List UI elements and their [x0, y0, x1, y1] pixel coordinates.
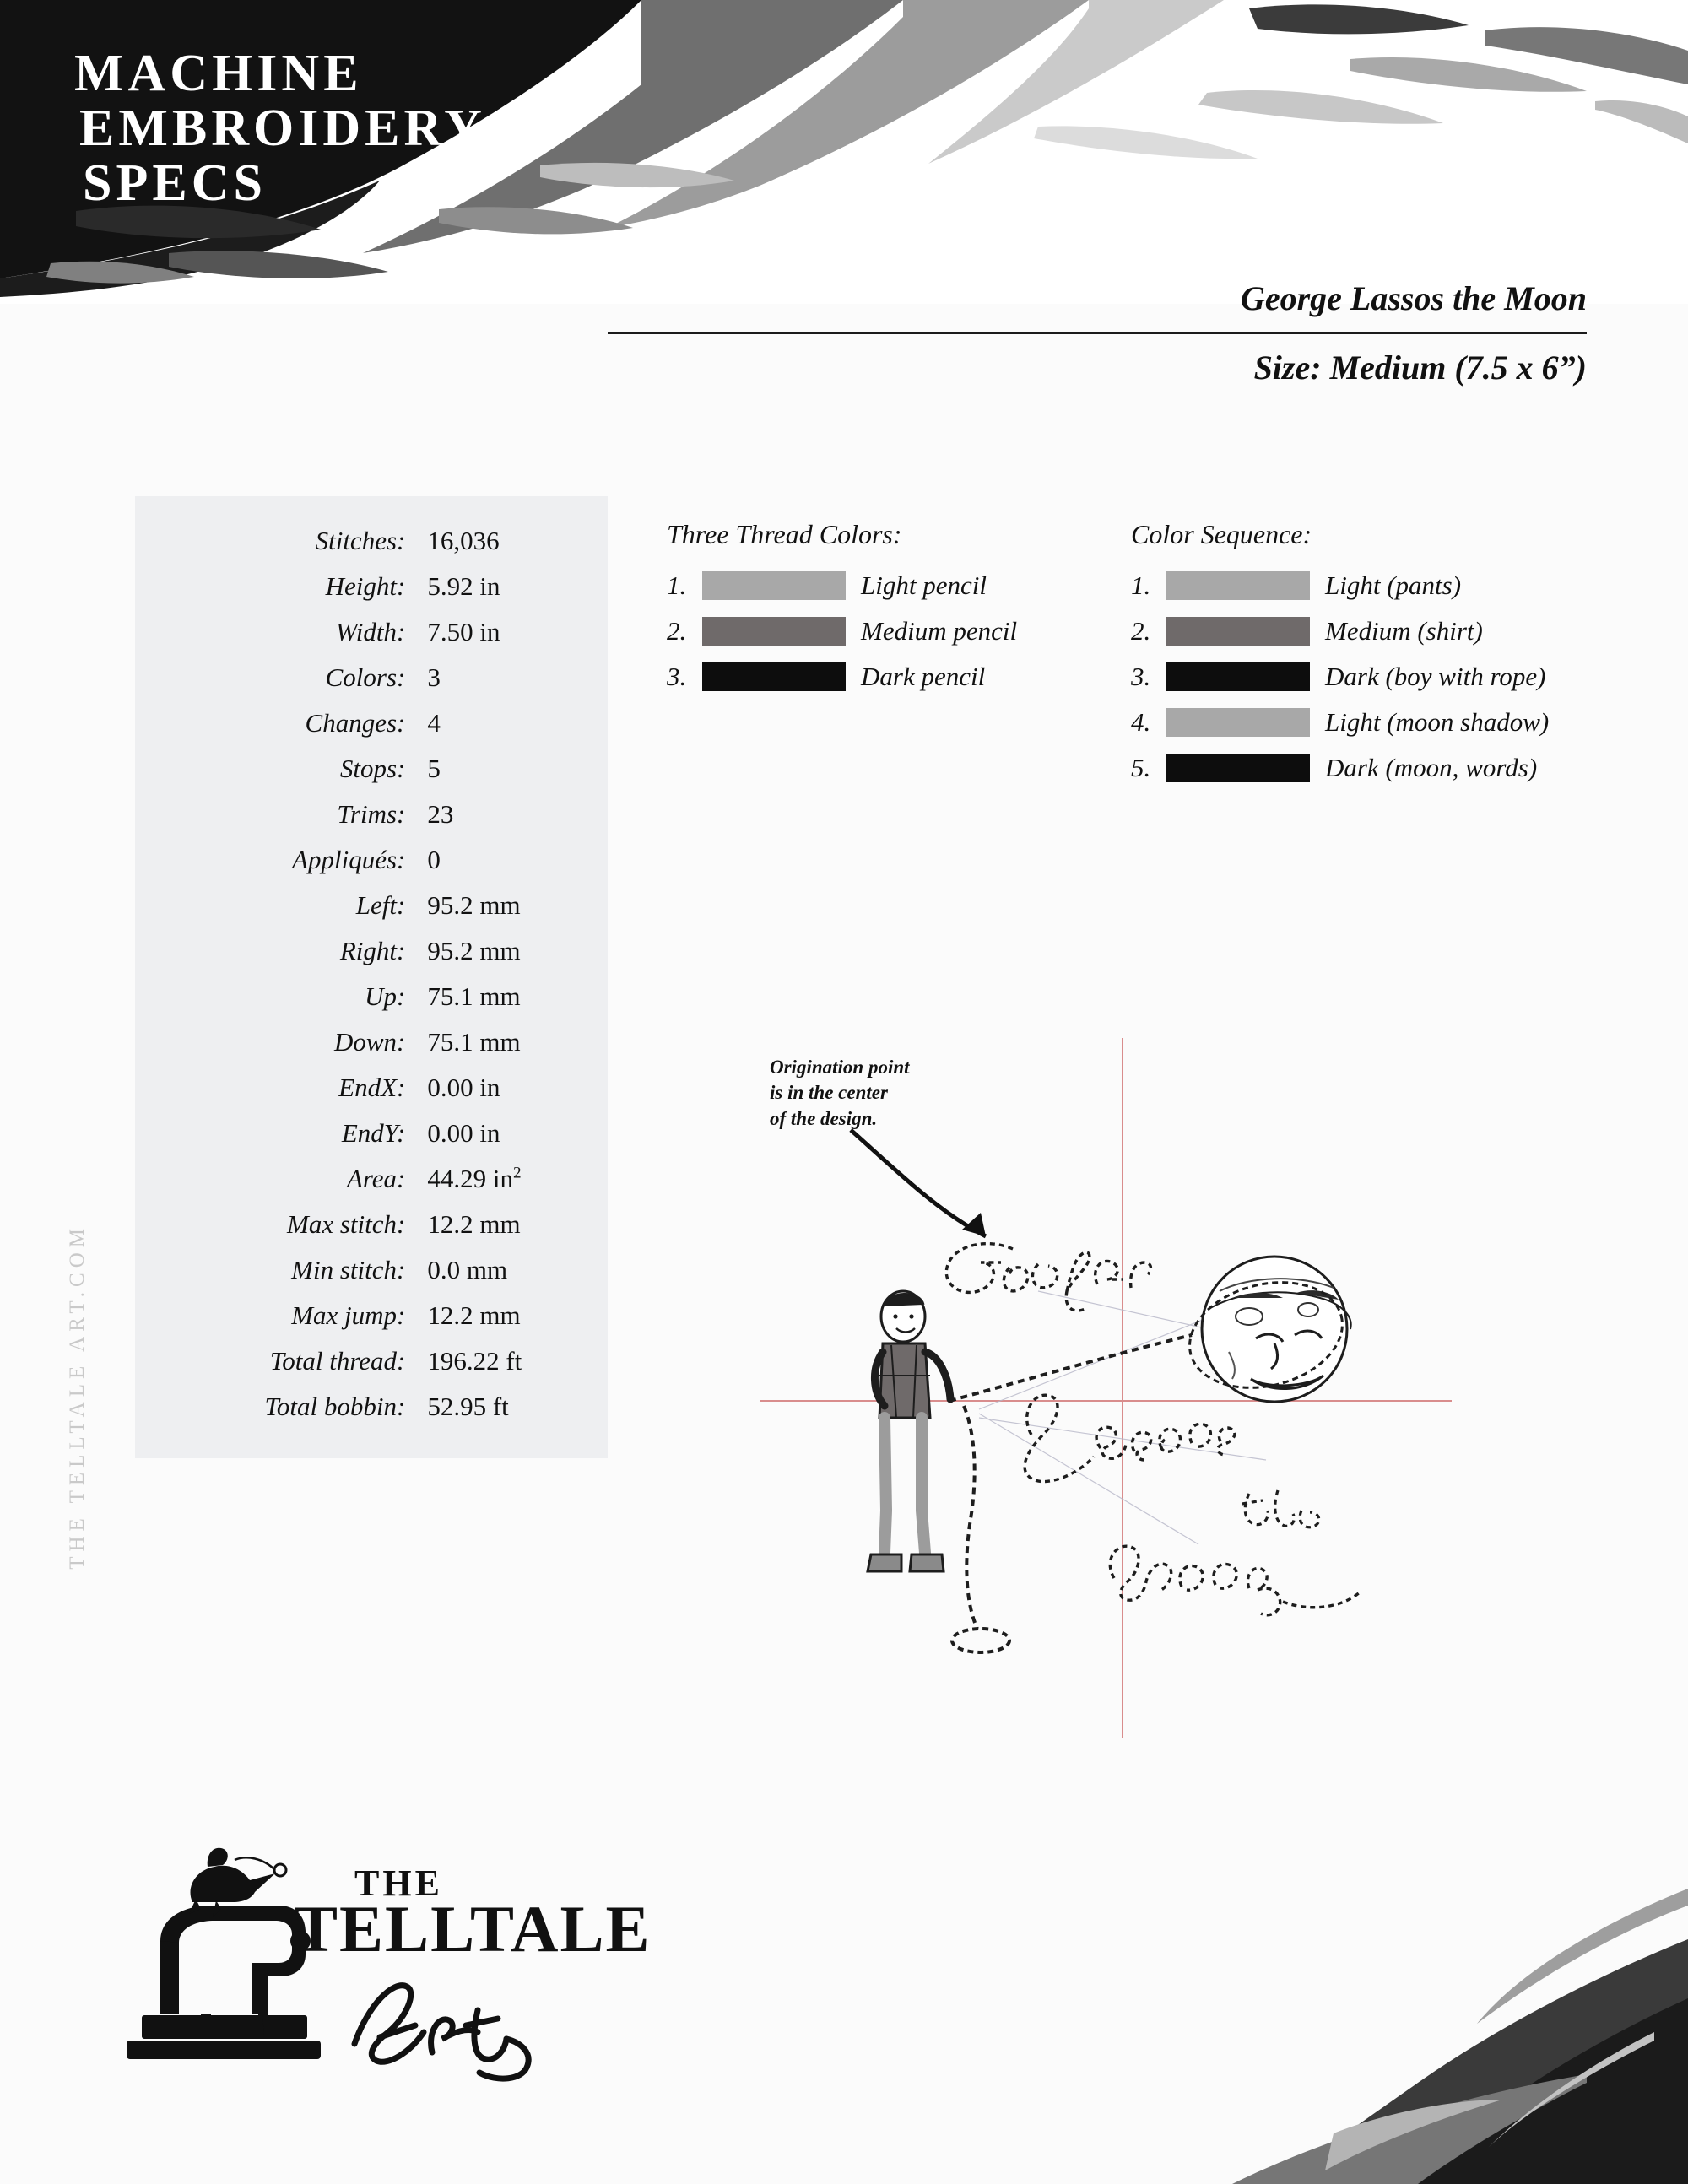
spec-label: Up: [365, 981, 406, 1011]
design-name: George Lassos the Moon [1240, 279, 1587, 317]
color-swatch [702, 662, 846, 691]
spec-row [160, 1384, 582, 1430]
spec-label: Width: [335, 617, 406, 646]
color-index: 3. [1131, 662, 1151, 691]
spec-row [160, 1156, 582, 1202]
spec-value: 12.2 mm [427, 1209, 521, 1239]
spec-label: Total bobbin: [264, 1392, 406, 1421]
spec-label: Height: [325, 571, 406, 601]
title-line-3: SPECS [83, 154, 267, 213]
specs-table [160, 518, 582, 1430]
spec-label: Stops: [339, 754, 406, 783]
color-label: Light pencil [861, 570, 987, 600]
spec-label: Stitches: [315, 526, 406, 555]
spec-value: 5.92 in [427, 571, 500, 601]
origination-note-line: of the design. [770, 1107, 878, 1129]
thread-colors-section [667, 519, 1106, 707]
header-divider [608, 332, 1587, 334]
website-vertical-text: THE TELLTALE ART.COM [66, 1224, 89, 1570]
bottom-brush-decoration [760, 1830, 1688, 2184]
color-index: 5. [1131, 753, 1151, 782]
spec-label: Left: [355, 890, 406, 920]
color-sequence-heading: Color Sequence: [1131, 519, 1312, 549]
color-index: 1. [1131, 570, 1151, 600]
color-row [667, 570, 1106, 601]
svg-text:THE: THE [354, 1862, 443, 1904]
color-label: Medium pencil [861, 616, 1018, 646]
spec-row [160, 518, 582, 564]
spec-value: 0 [427, 845, 441, 874]
spec-value: 196.22 ft [427, 1346, 522, 1376]
brand-logo [101, 1814, 658, 2093]
specs-panel [135, 496, 608, 1458]
color-row [1131, 753, 1637, 783]
spec-value: 23 [427, 799, 454, 829]
spec-row [160, 1338, 582, 1384]
color-row [1131, 662, 1637, 692]
color-swatch [1166, 571, 1310, 600]
spec-value: 95.2 mm [427, 936, 521, 965]
spec-label: Max stitch: [287, 1209, 406, 1239]
thread-colors-heading: Three Thread Colors: [667, 519, 902, 549]
title-line-2: EMBROIDERY [79, 100, 486, 158]
spec-row [160, 1019, 582, 1065]
spec-label: Total thread: [269, 1346, 406, 1376]
spec-value: 7.50 in [427, 617, 500, 646]
spec-value: 0.00 in [427, 1118, 500, 1148]
spec-label: Area: [346, 1164, 406, 1193]
spec-label: Max jump: [291, 1300, 406, 1330]
color-swatch [1166, 662, 1310, 691]
spec-label: EndX: [338, 1073, 406, 1102]
spec-value: 75.1 mm [427, 981, 521, 1011]
spec-value: 75.1 mm [427, 1027, 521, 1057]
color-index: 4. [1131, 707, 1151, 737]
spec-row [160, 700, 582, 746]
color-label: Dark (moon, words) [1325, 753, 1538, 782]
spec-value: 52.95 ft [427, 1392, 509, 1421]
spec-row [160, 837, 582, 883]
spec-row [160, 792, 582, 837]
spec-row [160, 1247, 582, 1293]
spec-value: 0.00 in [427, 1073, 500, 1102]
color-label: Light (moon shadow) [1325, 707, 1550, 737]
spec-row [160, 883, 582, 928]
spec-value: 3 [427, 662, 441, 692]
spec-row [160, 746, 582, 792]
origination-note-line: is in the center [770, 1082, 888, 1104]
spec-row [160, 974, 582, 1019]
color-swatch [702, 571, 846, 600]
spec-row [160, 1202, 582, 1247]
svg-text:TELLTALE: TELLTALE [294, 1892, 652, 1965]
spec-value: 0.0 mm [427, 1255, 508, 1284]
color-index: 3. [667, 662, 687, 691]
spec-value: 44.29 $in^2$ [427, 1164, 522, 1193]
spec-label: Colors: [325, 662, 406, 692]
spec-row [160, 1065, 582, 1111]
spec-label: Appliqués: [292, 845, 406, 874]
color-index: 2. [1131, 616, 1151, 646]
color-label: Light (pants) [1325, 570, 1462, 600]
design-artwork [760, 1038, 1452, 1738]
color-label: Dark pencil [861, 662, 986, 691]
spec-label: Right: [339, 936, 406, 965]
color-swatch [1166, 617, 1310, 646]
spec-value: 5 [427, 754, 441, 783]
color-index: 2. [667, 616, 687, 646]
color-sequence-section [1131, 519, 1637, 798]
color-row [667, 662, 1106, 692]
origination-note-line: Origination point [770, 1057, 910, 1078]
spec-label: Down: [333, 1027, 406, 1057]
spec-row [160, 564, 582, 609]
spec-row [160, 655, 582, 700]
title-line-1: MACHINE [74, 45, 363, 102]
spec-row [160, 1111, 582, 1156]
spec-row [160, 1293, 582, 1338]
spec-label: Trims: [337, 799, 406, 829]
design-size: Size: Medium (7.5 x 6”) [1253, 349, 1587, 387]
spec-value: 12.2 mm [427, 1300, 521, 1330]
color-row [667, 616, 1106, 646]
color-row [1131, 707, 1637, 738]
color-label: Medium (shirt) [1325, 616, 1483, 646]
spec-value: 95.2 mm [427, 890, 521, 920]
spec-value: 16,036 [427, 526, 500, 555]
color-swatch [1166, 754, 1310, 782]
spec-label: EndY: [341, 1118, 406, 1148]
spec-label: Changes: [305, 708, 406, 738]
spec-label: Min stitch: [291, 1255, 406, 1284]
spec-row [160, 928, 582, 974]
page-title [74, 46, 486, 211]
color-swatch [702, 617, 846, 646]
design-header [608, 278, 1587, 387]
spec-row [160, 609, 582, 655]
color-index: 1. [667, 570, 687, 600]
spec-value: 4 [427, 708, 441, 738]
color-row [1131, 616, 1637, 646]
color-row [1131, 570, 1637, 601]
color-swatch [1166, 708, 1310, 737]
color-label: Dark (boy with rope) [1325, 662, 1546, 691]
